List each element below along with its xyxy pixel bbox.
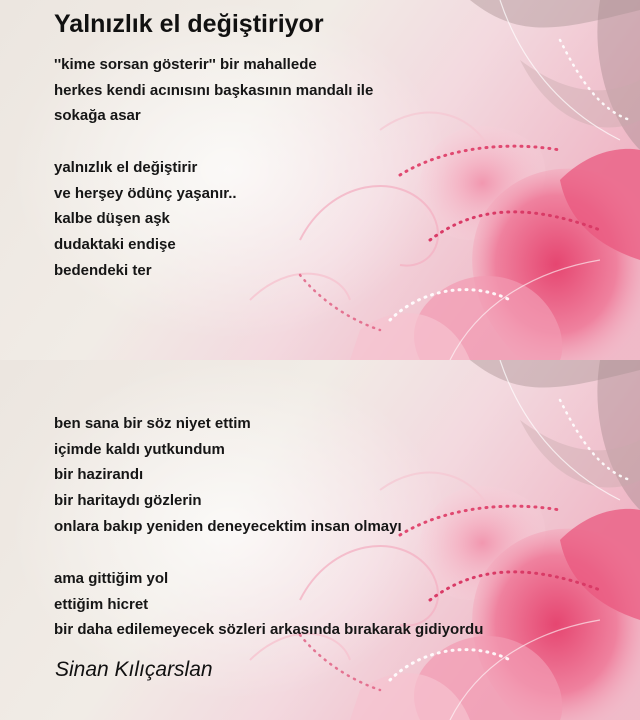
poem-line: sokağa asar bbox=[54, 107, 141, 125]
stanza-2 bbox=[54, 155, 237, 283]
poem-author: Sinan Kılıçarslan bbox=[55, 658, 213, 681]
poem-title: Yalnızlık el değiştiriyor bbox=[54, 10, 324, 38]
poem-line: ettiğim hicret bbox=[54, 595, 149, 613]
poem-line: yalnızlık el değiştirir bbox=[54, 159, 198, 176]
poem-line: ve herşey ödünç yaşanır.. bbox=[54, 184, 237, 202]
stanza-3 bbox=[54, 411, 402, 539]
poem-line: bir daha edilemeyecek sözleri arkasında bırakarak gidiyordu bbox=[54, 621, 484, 639]
poem-line: ''kime sorsan gösterir'' bir mahallede bbox=[54, 56, 317, 73]
stanza-1 bbox=[54, 52, 373, 129]
poem-line: onlara bakıp yeniden deneyecektim insan olmayı bbox=[54, 517, 402, 535]
poem-line: bedendeki ter bbox=[54, 261, 152, 279]
poem-line: dudaktaki endişe bbox=[54, 236, 176, 254]
poem-line: içimde kaldı yutkundum bbox=[54, 440, 225, 458]
poem-line: bir hazirandı bbox=[54, 466, 144, 484]
poem-line: kalbe düşen aşk bbox=[54, 210, 170, 228]
poem-line: ama gittiğim yol bbox=[54, 570, 169, 587]
poem-line: herkes kendi acınısını başkasının mandalı ile bbox=[54, 81, 374, 99]
stanza-4 bbox=[54, 566, 483, 643]
poem-line: ben sana bir söz niyet ettim bbox=[54, 415, 251, 432]
poem-line: bir haritaydı gözlerin bbox=[54, 492, 202, 510]
